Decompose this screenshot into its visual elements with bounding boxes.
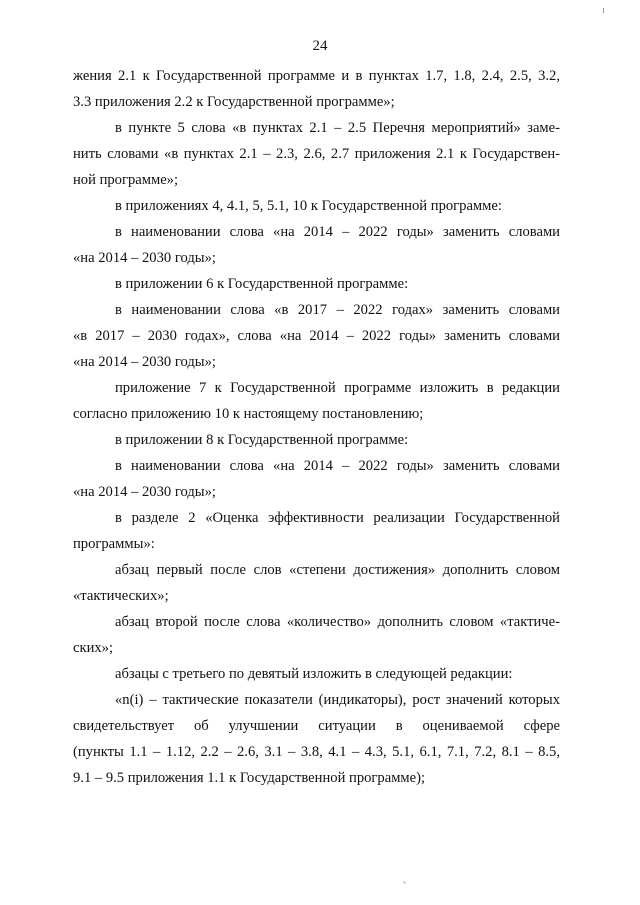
text-line: в наименовании слова «в 2017 – 2022 годах» заменить словами <box>115 302 560 318</box>
text-line: нить словами «в пунктах 2.1 – 2.3, 2.6, 2.7 приложения 2.1 к Государствен- <box>73 146 560 162</box>
text-line: «n(i) – тактические показатели (индикаторы), рост значений которых <box>115 692 560 708</box>
body-text <box>73 63 560 791</box>
text-line: абзацы с третьего по девятый изложить в следующей редакции: <box>115 666 513 682</box>
text-line: 3.3 приложения 2.2 к Государственной программе»; <box>73 94 395 110</box>
text-line: в приложении 6 к Государственной программе: <box>115 276 409 292</box>
text-line: в наименовании слова «на 2014 – 2022 годы» заменить словами <box>115 458 560 474</box>
text-line: ских»; <box>73 640 114 656</box>
scan-mark <box>403 881 406 884</box>
text-line: свидетельствует об улучшении ситуации в оцениваемой сфере <box>73 718 560 734</box>
scan-mark <box>603 8 604 13</box>
text-line: «на 2014 – 2030 годы»; <box>73 484 216 500</box>
text-line: «на 2014 – 2030 годы»; <box>73 354 216 370</box>
text-line: 9.1 – 9.5 приложения 1.1 к Государственной программе); <box>73 770 426 786</box>
text-line: программы»: <box>73 536 155 552</box>
page-number: 24 <box>312 38 328 54</box>
text-line: «тактических»; <box>73 588 169 604</box>
text-line: приложение 7 к Государственной программе изложить в редакции <box>115 380 560 396</box>
text-line: абзац первый после слов «степени достижения» дополнить словом <box>115 562 560 578</box>
text-line: жения 2.1 к Государственной программе и в пунктах 1.7, 1.8, 2.4, 2.5, 3.2, <box>73 68 560 84</box>
text-line: (пункты 1.1 – 1.12, 2.2 – 2.6, 3.1 – 3.8, 4.1 – 4.3, 5.1, 6.1, 7.1, 7.2, 8.1 – 8.5, <box>73 744 560 760</box>
text-line: ной программе»; <box>73 172 179 188</box>
text-line: в разделе 2 «Оценка эффективности реализации Государственной <box>115 510 560 526</box>
text-line: в приложении 8 к Государственной программе: <box>115 432 409 448</box>
text-line: в наименовании слова «на 2014 – 2022 годы» заменить словами <box>115 224 560 240</box>
text-line: согласно приложению 10 к настоящему постановлению; <box>73 406 424 422</box>
text-line: «на 2014 – 2030 годы»; <box>73 250 216 266</box>
text-line: абзац второй после слова «количество» дополнить словом «тактиче- <box>115 614 560 630</box>
text-line: «в 2017 – 2030 годах», слова «на 2014 – 2022 годы» заменить словами <box>73 328 560 344</box>
text-line: в приложениях 4, 4.1, 5, 5.1, 10 к Государственной программе: <box>115 198 502 214</box>
text-line: в пункте 5 слова «в пунктах 2.1 – 2.5 Перечня мероприятий» заме- <box>115 120 560 136</box>
